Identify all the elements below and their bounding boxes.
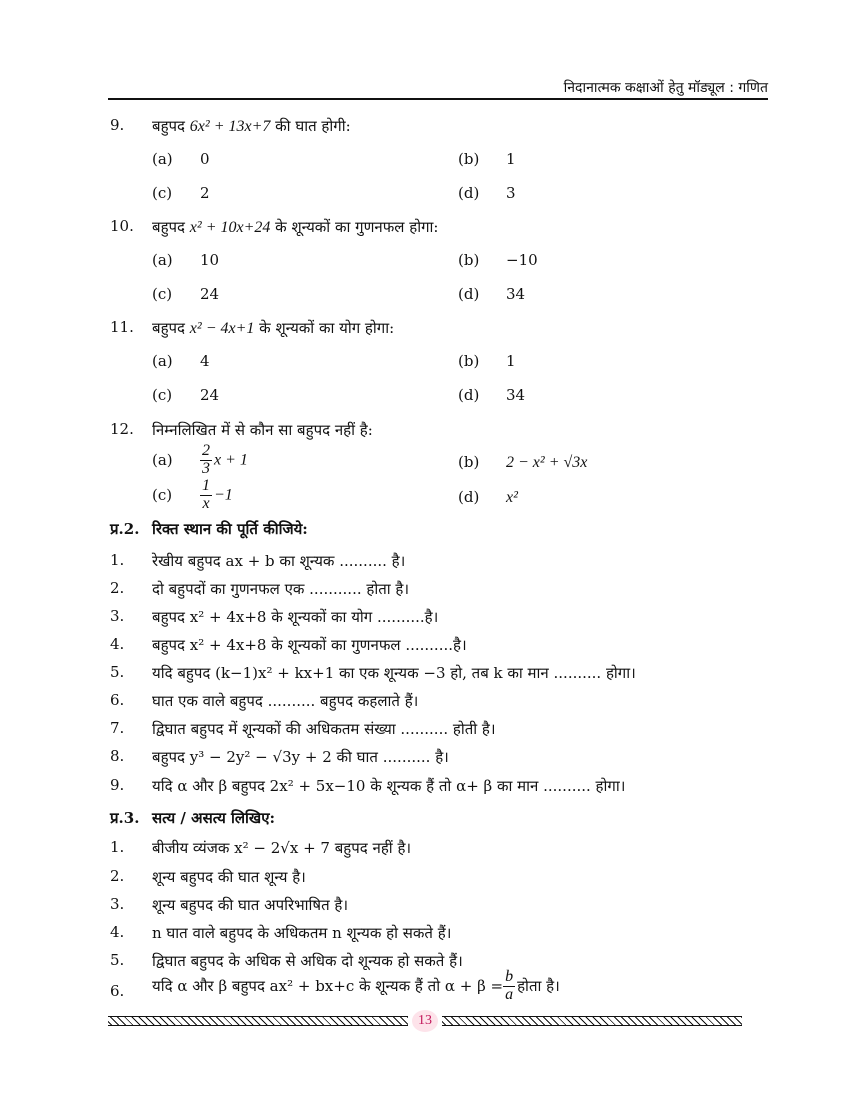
option-value: 24 [200, 285, 220, 303]
option-c [152, 184, 210, 202]
question-prefix: बहुपद [152, 319, 190, 337]
option-b [458, 150, 516, 168]
option-value: 34 [506, 285, 526, 303]
option-b [458, 352, 516, 370]
fraction-denominator: a [505, 985, 514, 1003]
option-d [458, 285, 525, 303]
polynomial-expression: 6x² + 13x+7 [189, 118, 271, 135]
option-d [458, 184, 516, 202]
fill-blank-item: यदि बहुपद (k−1)x² + kx+1 का एक शून्यक −3 हो, तब k का मान .......... होगा। [152, 664, 636, 682]
true-false-item: शून्य बहुपद की घात अपरिभाषित है। [152, 896, 349, 914]
true-false-item: बीजीय व्यंजक x² − 2√x + 7 बहुपद नहीं है। [152, 839, 412, 857]
fraction [200, 478, 212, 513]
footer-border-right [442, 1016, 742, 1026]
option-label: (a) [152, 451, 173, 470]
fraction-numerator: 2 [202, 442, 210, 459]
option-d [458, 488, 518, 507]
item-number: 7. [110, 719, 125, 737]
page-number: 13 [412, 1010, 438, 1032]
fill-blank-item: द्विघात बहुपद में शून्यकों की अधिकतम संख्या .......... होती है। [152, 720, 496, 738]
section-title: सत्य / असत्य लिखिए: [152, 809, 276, 827]
question-suffix: के शून्यकों का गुणनफल होगा: [270, 218, 439, 236]
option-value: 10 [200, 251, 220, 269]
option-value: 1 [506, 150, 516, 168]
item-number: 5. [110, 663, 125, 681]
option-value: 34 [506, 386, 526, 404]
question-suffix: की घात होगी: [270, 117, 351, 135]
option-a [152, 150, 210, 168]
true-false-item: द्विघात बहुपद के अधिक से अधिक दो शून्यक हो सकते हैं। [152, 952, 463, 970]
option-expression: 2 − x² + √3x [506, 454, 588, 471]
page-footer [108, 1010, 742, 1032]
option-label: (c) [152, 184, 173, 202]
fill-blank-item: दो बहुपदों का गुणनफल एक ........... होता है। [152, 580, 410, 598]
fill-blank-item: घात एक वाले बहुपद .......... बहुपद कहलाते हैं। [152, 692, 419, 710]
fraction-denominator: x [202, 494, 210, 512]
item-number: 6. [110, 982, 125, 1000]
item-number: 3. [110, 895, 125, 913]
option-label: (b) [458, 150, 480, 168]
option-a [152, 443, 248, 478]
polynomial-expression: x² + 10x+24 [189, 219, 271, 236]
option-expression: x² [506, 489, 518, 506]
true-false-item: n घात वाले बहुपद के अधिकतम n शून्यक हो सकते हैं। [152, 924, 452, 942]
option-value: 0 [200, 150, 210, 168]
item-number: 5. [110, 951, 125, 969]
true-false-item [152, 968, 560, 1004]
option-label: (c) [152, 285, 173, 303]
fraction-denominator: 3 [202, 459, 210, 477]
option-value: 1 [506, 352, 516, 370]
item-number: 3. [110, 607, 125, 625]
fraction [200, 443, 212, 478]
option-label: (d) [458, 184, 480, 202]
header-rule [108, 98, 768, 100]
question-text: निम्नलिखित में से कौन सा बहुपद नहीं है: [152, 421, 373, 439]
fraction-numerator: 1 [202, 477, 210, 494]
fill-blank-item: यदि α और β बहुपद 2x² + 5x−10 के शून्यक हैं तो α+ β का मान .......... होगा। [152, 777, 626, 795]
polynomial-expression: x² − 4x+1 [189, 320, 255, 337]
item-number: 2. [110, 867, 125, 885]
option-a [152, 251, 219, 269]
fill-blank-item: रेखीय बहुपद ax + b का शून्यक .......... है। [152, 552, 406, 570]
option-label: (a) [152, 251, 173, 269]
fraction-numerator: b [505, 967, 514, 985]
option-label: (b) [458, 352, 480, 370]
section-number: प्र.3. [110, 809, 140, 827]
option-b [458, 453, 587, 472]
option-label: (a) [152, 150, 173, 168]
item-number: 1. [110, 838, 125, 856]
option-expression: −1 [214, 486, 233, 504]
question-number: 12. [110, 420, 134, 438]
question-text [152, 217, 438, 237]
item-number: 4. [110, 923, 125, 941]
item-number: 8. [110, 747, 125, 765]
option-c [152, 285, 219, 303]
option-label: (c) [152, 386, 173, 404]
option-value: 24 [200, 386, 220, 404]
option-expression: x + 1 [214, 451, 248, 469]
question-text [152, 116, 351, 136]
option-value: 3 [506, 184, 516, 202]
option-d [458, 386, 525, 404]
option-label: (d) [458, 386, 480, 404]
item-number: 9. [110, 776, 125, 794]
option-label: (b) [458, 453, 480, 471]
question-number: 10. [110, 217, 134, 235]
option-label: (d) [458, 488, 480, 506]
option-label: (b) [458, 251, 480, 269]
item-number: 1. [110, 551, 125, 569]
item-number: 4. [110, 635, 125, 653]
item-prefix: यदि α और β बहुपद ax² + bx+c के शून्यक हैं तो α + β = [152, 977, 504, 995]
option-label: (d) [458, 285, 480, 303]
question-number: 9. [110, 116, 125, 134]
option-value: 2 [200, 184, 210, 202]
option-a [152, 352, 210, 370]
section-title: रिक्त स्थान की पूर्ति कीजिये: [152, 520, 308, 538]
option-label: (c) [152, 486, 173, 505]
item-suffix: होता है। [517, 977, 560, 995]
option-value: −10 [506, 251, 538, 269]
footer-border-left [108, 1016, 408, 1026]
question-suffix: के शून्यकों का योग होगा: [254, 319, 395, 337]
fill-blank-item: बहुपद x² + 4x+8 के शून्यकों का गुणनफल ..........है। [152, 636, 467, 654]
question-text [152, 318, 394, 338]
true-false-item: शून्य बहुपद की घात शून्य है। [152, 868, 306, 886]
option-c [152, 478, 233, 513]
option-label: (a) [152, 352, 173, 370]
option-value: 4 [200, 352, 210, 370]
question-prefix: बहुपद [152, 218, 190, 236]
option-c [152, 386, 219, 404]
option-b [458, 251, 538, 269]
question-prefix: बहुपद [152, 117, 190, 135]
item-number: 2. [110, 579, 125, 597]
fill-blank-item: बहुपद y³ − 2y² − √3y + 2 की घात .......... है। [152, 748, 449, 766]
fill-blank-item: बहुपद x² + 4x+8 के शून्यकों का योग ..........है। [152, 608, 439, 626]
running-header: निदानात्मक कक्षाओं हेतु मॉड्यूल : गणित [563, 80, 768, 96]
item-number: 6. [110, 691, 125, 709]
question-number: 11. [110, 318, 134, 336]
section-number: प्र.2. [110, 520, 140, 538]
fraction [503, 969, 515, 1004]
